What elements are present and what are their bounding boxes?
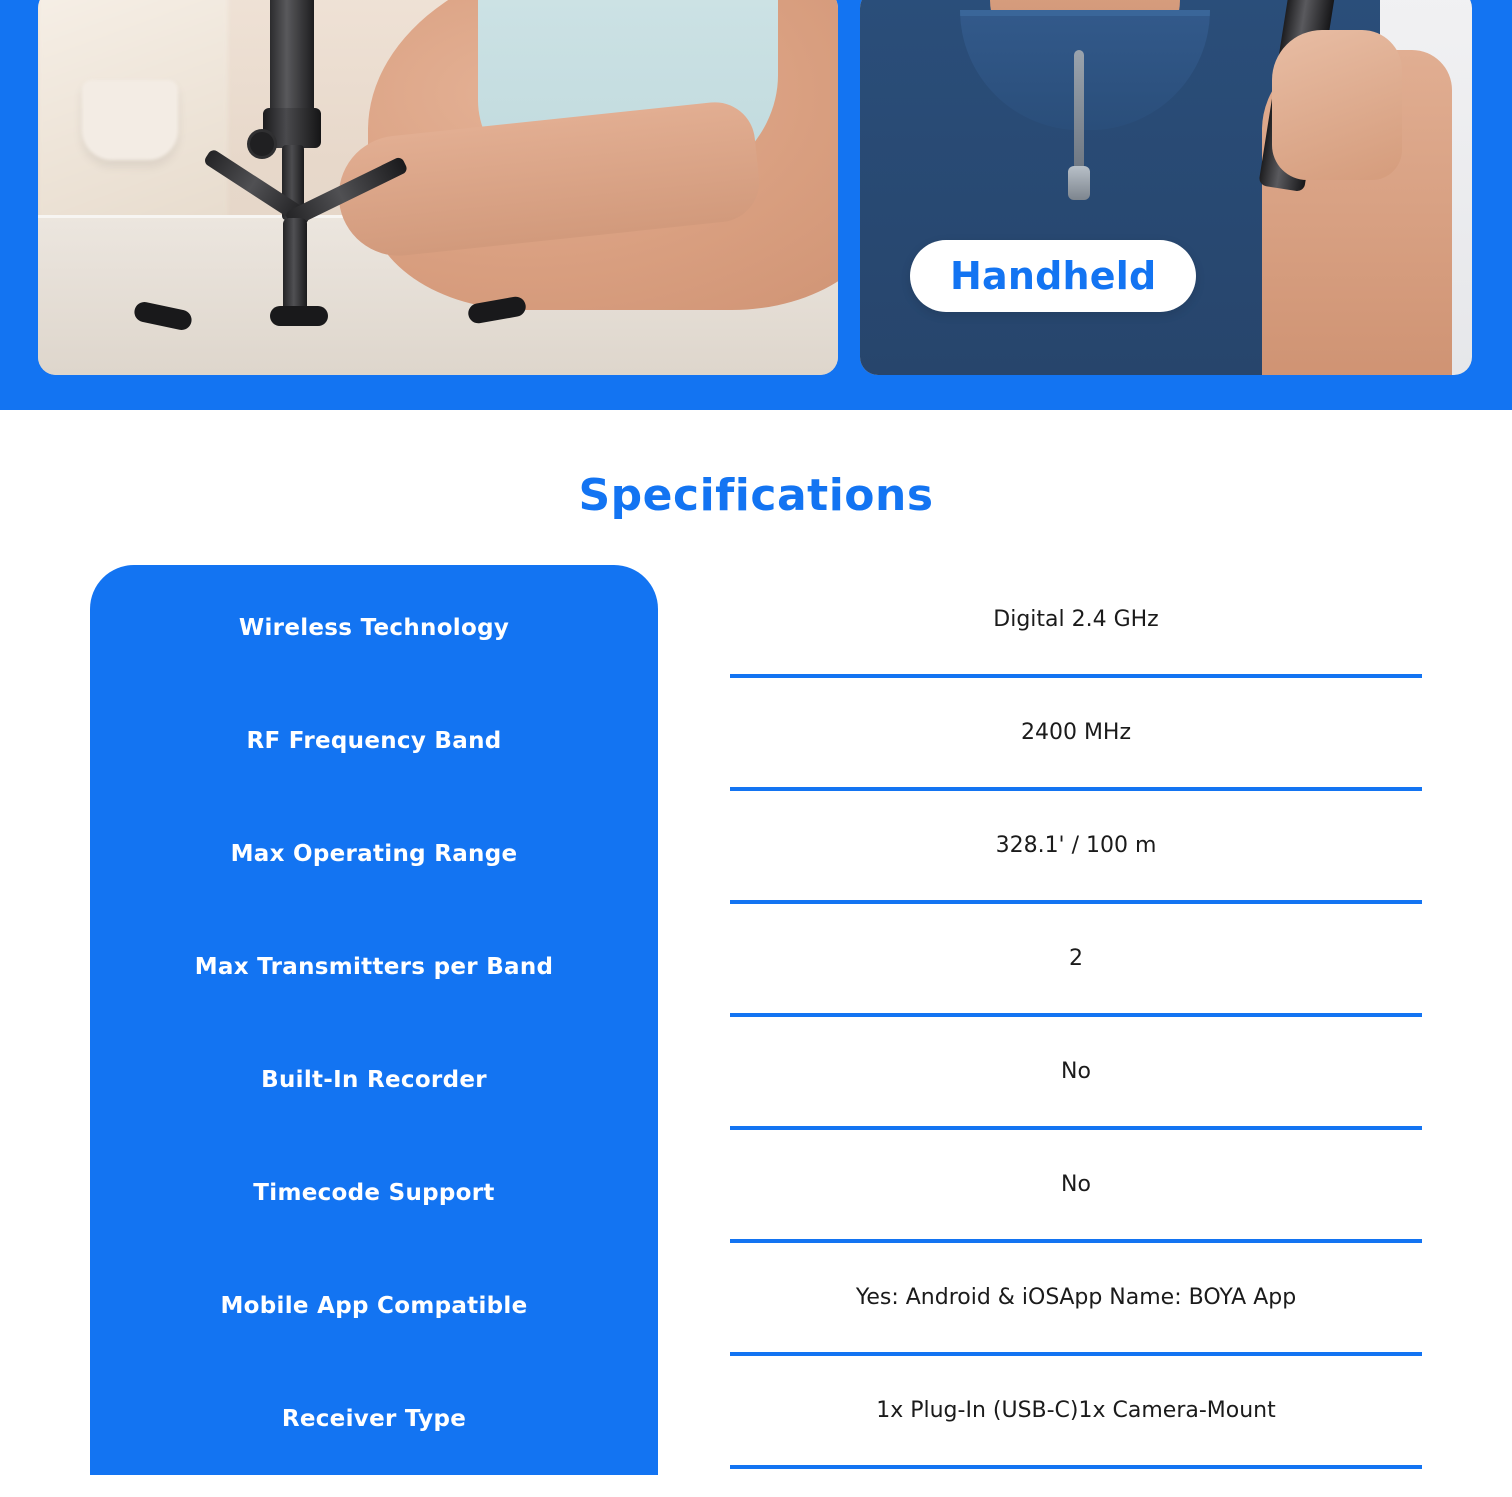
tripod-leg-center [283,218,307,313]
specifications-table [90,565,1422,1475]
specifications-value-column [658,565,1422,1475]
spec-label: Max Operating Range [230,840,518,867]
spec-value: 2 [730,904,1422,1017]
specifications-section [0,565,1512,1475]
spec-value: No [730,1017,1422,1130]
cup [82,80,178,160]
spec-value: 2400 MHz [730,678,1422,791]
zipper [1074,50,1084,170]
microphone-body [270,0,314,120]
specifications-title: Specifications [578,470,934,521]
hand [1272,30,1402,180]
spec-value: Digital 2.4 GHz [730,565,1422,678]
tripod-scene [38,0,838,375]
spec-value: 328.1' / 100 m [730,791,1422,904]
spec-label: Max Transmitters per Band [194,953,554,980]
spec-label: Mobile App Compatible [220,1292,528,1319]
spec-value: 1x Plug-In (USB-C) 1x Camera-Mount [730,1356,1422,1469]
specifications-label-column [90,565,658,1475]
spec-value: No [730,1130,1422,1243]
spec-label: Wireless Technology [238,614,510,641]
tripod-foot-center [270,306,328,326]
spec-value: Yes: Android & iOS App Name: BOYA App [730,1243,1422,1356]
tilt-knob [250,132,274,156]
product-photo-handheld [860,0,1472,375]
spec-label: RF Frequency Band [246,727,502,754]
zipper-pull [1068,166,1090,200]
product-photo-tripod [38,0,838,375]
handheld-badge: Handheld [910,240,1196,312]
hero-banner [0,0,1512,410]
spec-label: Timecode Support [253,1179,495,1206]
spec-label: Receiver Type [281,1405,467,1432]
handheld-scene [860,0,1472,375]
spec-label: Built-In Recorder [261,1066,487,1093]
